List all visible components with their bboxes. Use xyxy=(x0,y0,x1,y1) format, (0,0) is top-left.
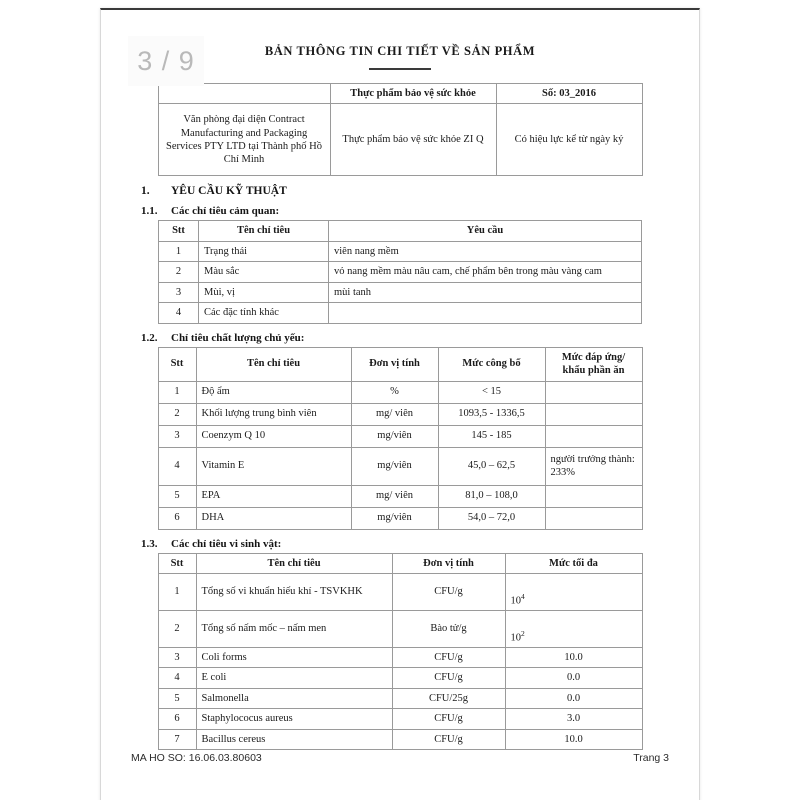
table-row xyxy=(158,485,642,507)
cell-level: 45,0 – 62,5 xyxy=(438,447,545,485)
section-1-1-heading xyxy=(131,205,669,217)
cell-name: Coenzym Q 10 xyxy=(196,425,351,447)
cell-max xyxy=(505,610,642,647)
table-header-row xyxy=(158,553,642,573)
quality-criteria-table xyxy=(158,347,643,530)
section-1-title: YÊU CẦU KỸ THUẬT xyxy=(171,185,287,198)
header-cell-effective-date: Có hiệu lực kể từ ngày ký xyxy=(496,104,642,176)
page-counter-badge: 3 / 9 xyxy=(128,36,204,86)
table-row xyxy=(158,709,642,729)
cell-unit: CFU/g xyxy=(392,668,505,688)
table-row xyxy=(158,573,642,610)
cell-unit: CFU/25g xyxy=(392,688,505,708)
table-body xyxy=(159,241,642,323)
header-cell-empty xyxy=(158,84,330,104)
header-table-row-2 xyxy=(158,104,642,176)
col-max-level: Mức tối đa xyxy=(505,553,642,573)
header-cell-product-type: Thực phẩm bảo vệ sức khỏe xyxy=(330,84,496,104)
table-row xyxy=(159,282,642,302)
table-row xyxy=(158,688,642,708)
microbiological-criteria-table xyxy=(158,553,643,751)
table-head xyxy=(159,221,642,241)
cell-unit: Bào tử/g xyxy=(392,610,505,647)
col-rda: Mức đáp ứng/ khẩu phần ăn xyxy=(545,347,642,381)
table-row xyxy=(158,668,642,688)
footer-file-number: MA HO SO: 16.06.03.80603 xyxy=(131,752,262,764)
cell-stt: 5 xyxy=(158,688,196,708)
section-1-heading xyxy=(131,185,669,197)
cell-name: Staphylococus aureus xyxy=(196,709,392,729)
page-content xyxy=(101,10,699,750)
table-row xyxy=(158,647,642,667)
col-criteria-name: Tên chỉ tiêu xyxy=(196,347,351,381)
table-header-row xyxy=(159,221,642,241)
cell-name: Vitamin E xyxy=(196,447,351,485)
col-criteria-name: Tên chỉ tiêu xyxy=(196,553,392,573)
cell-requirement xyxy=(329,303,642,323)
cell-level: 54,0 – 72,0 xyxy=(438,507,545,529)
header-cell-company: Văn phòng đại diện Contract Manufacturing and Packaging Services PTY LTD tại Thành phố Hồ Chí Minh xyxy=(158,104,330,176)
cell-rda xyxy=(545,507,642,529)
cell-requirement: mùi tanh xyxy=(329,282,642,302)
cell-max-exponent: 4 xyxy=(521,591,525,601)
cell-unit: CFU/g xyxy=(392,647,505,667)
cell-stt: 2 xyxy=(159,262,199,282)
table-row xyxy=(158,403,642,425)
section-1-3-heading xyxy=(131,538,669,550)
sensory-criteria-table xyxy=(158,220,642,323)
table-row xyxy=(158,425,642,447)
cell-unit: mg/viên xyxy=(351,425,438,447)
table-head xyxy=(158,553,642,573)
cell-rda: người trưởng thành: 233% xyxy=(545,447,642,485)
cell-name: Khối lượng trung bình viên xyxy=(196,403,351,425)
cell-name: Trạng thái xyxy=(199,241,329,261)
cell-stt: 1 xyxy=(159,241,199,261)
cell-max-base: 10 xyxy=(510,632,521,644)
cell-stt: 4 xyxy=(159,303,199,323)
cell-stt: 3 xyxy=(158,425,196,447)
cell-stt: 1 xyxy=(158,573,196,610)
cell-unit: mg/ viên xyxy=(351,403,438,425)
cell-name: Mùi, vị xyxy=(199,282,329,302)
header-cell-product-name: Thực phẩm bảo vệ sức khỏe ZI Q xyxy=(330,104,496,176)
title-divider xyxy=(369,68,431,70)
cell-max: 0.0 xyxy=(505,668,642,688)
cell-stt: 5 xyxy=(158,485,196,507)
cell-max: 3.0 xyxy=(505,709,642,729)
cell-stt: 1 xyxy=(158,381,196,403)
cell-name: Bacillus cereus xyxy=(196,729,392,749)
cell-stt: 6 xyxy=(158,507,196,529)
document-page xyxy=(100,8,700,800)
cell-rda xyxy=(545,381,642,403)
cell-requirement: viên nang mềm xyxy=(329,241,642,261)
cell-name: DHA xyxy=(196,507,351,529)
cell-level: 81,0 – 108,0 xyxy=(438,485,545,507)
cell-requirement: vỏ nang mềm màu nâu cam, chế phẩm bên trong màu vàng cam xyxy=(329,262,642,282)
section-1-3-number: 1.3. xyxy=(141,537,158,550)
page-footer xyxy=(131,752,669,764)
col-stt: Stt xyxy=(159,221,199,241)
cell-unit: CFU/g xyxy=(392,573,505,610)
cell-unit: mg/ viên xyxy=(351,485,438,507)
section-1-3-title: Các chỉ tiêu vi sinh vật: xyxy=(171,537,282,550)
cell-unit: CFU/g xyxy=(392,729,505,749)
cell-stt: 2 xyxy=(158,610,196,647)
cell-stt: 2 xyxy=(158,403,196,425)
col-stt: Stt xyxy=(158,553,196,573)
section-1-2-number: 1.2. xyxy=(141,331,158,344)
section-1-2-heading xyxy=(131,332,669,344)
cell-name: Coli forms xyxy=(196,647,392,667)
page-title: BẢN THÔNG TIN CHI TIẾT VỀ SẢN PHẨM xyxy=(264,44,536,58)
cell-max: 10.0 xyxy=(505,647,642,667)
header-table-row-1 xyxy=(158,84,642,104)
table-row xyxy=(158,729,642,749)
cell-stt: 3 xyxy=(158,647,196,667)
cell-max xyxy=(505,573,642,610)
cell-max: 0.0 xyxy=(505,688,642,708)
table-row xyxy=(158,610,642,647)
cell-name: Salmonella xyxy=(196,688,392,708)
table-row xyxy=(158,507,642,529)
col-criteria-name: Tên chỉ tiêu xyxy=(199,221,329,241)
cell-unit: mg/viên xyxy=(351,507,438,529)
section-1-number: 1. xyxy=(141,185,150,198)
cell-rda xyxy=(545,403,642,425)
cell-name: EPA xyxy=(196,485,351,507)
table-head xyxy=(158,347,642,381)
cell-rda xyxy=(545,485,642,507)
table-row xyxy=(159,303,642,323)
cell-level: 1093,5 - 1336,5 xyxy=(438,403,545,425)
col-requirement: Yêu cầu xyxy=(329,221,642,241)
cell-name: Tổng số vi khuẩn hiếu khí - TSVKHK xyxy=(196,573,392,610)
cell-stt: 6 xyxy=(158,709,196,729)
table-row xyxy=(159,241,642,261)
cell-unit: CFU/g xyxy=(392,709,505,729)
col-declared-level: Mức công bố xyxy=(438,347,545,381)
cell-stt: 7 xyxy=(158,729,196,749)
section-1-2-title: Chỉ tiêu chất lượng chủ yếu: xyxy=(171,331,305,344)
cell-name: Độ ẩm xyxy=(196,381,351,403)
cell-max: 10.0 xyxy=(505,729,642,749)
cell-unit: mg/viên xyxy=(351,447,438,485)
col-unit: Đơn vị tính xyxy=(392,553,505,573)
section-1-1-title: Các chỉ tiêu cảm quan: xyxy=(171,205,280,218)
table-row xyxy=(158,381,642,403)
col-stt: Stt xyxy=(158,347,196,381)
table-body xyxy=(158,573,642,749)
table-header-row xyxy=(158,347,642,381)
cell-stt: 3 xyxy=(159,282,199,302)
col-unit: Đơn vị tính xyxy=(351,347,438,381)
table-row xyxy=(159,262,642,282)
cell-level: 145 - 185 xyxy=(438,425,545,447)
table-row xyxy=(158,447,642,485)
table-body xyxy=(158,381,642,529)
cell-stt: 4 xyxy=(158,447,196,485)
cell-level: < 15 xyxy=(438,381,545,403)
cell-name: Tổng số nấm mốc – nấm men xyxy=(196,610,392,647)
cell-stt: 4 xyxy=(158,668,196,688)
cell-unit: % xyxy=(351,381,438,403)
footer-page-number: Trang 3 xyxy=(633,752,669,764)
header-cell-number: Số: 03_2016 xyxy=(496,84,642,104)
cell-max-exponent: 2 xyxy=(521,628,525,638)
document-header-table xyxy=(158,83,643,176)
cell-name: Các đặc tính khác xyxy=(199,303,329,323)
cell-name: Màu sắc xyxy=(199,262,329,282)
cell-max-base: 10 xyxy=(510,595,521,607)
cell-rda xyxy=(545,425,642,447)
cell-name: E coli xyxy=(196,668,392,688)
section-1-1-number: 1.1. xyxy=(141,205,158,218)
